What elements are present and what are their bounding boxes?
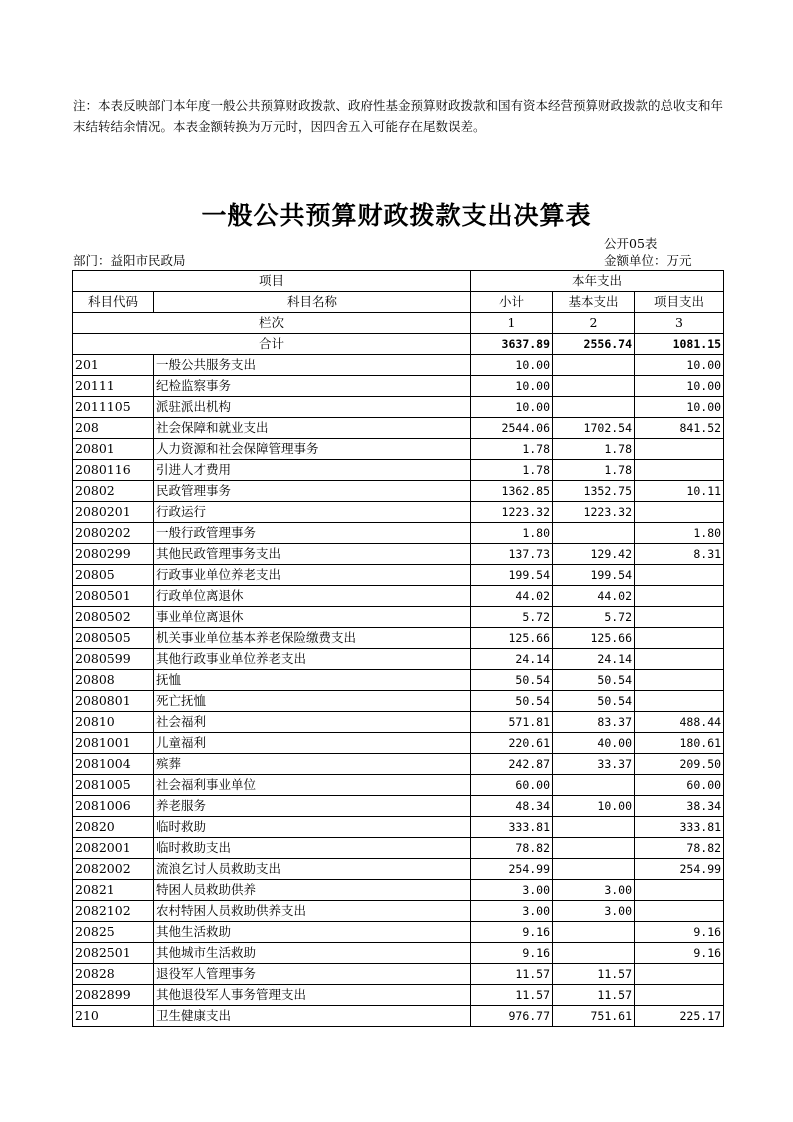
- row-item: 1.80: [635, 523, 724, 544]
- row-basic: 1223.32: [553, 502, 635, 523]
- row-subtotal: 10.00: [471, 397, 553, 418]
- table-row: [73, 880, 724, 901]
- row-item: [635, 964, 724, 985]
- row-name: 临时救助: [154, 817, 471, 838]
- row-basic: 40.00: [553, 733, 635, 754]
- row-name: 人力资源和社会保障管理事务: [154, 439, 471, 460]
- total-item: 1081.15: [635, 334, 724, 355]
- row-name: 流浪乞讨人员救助支出: [154, 859, 471, 880]
- row-basic: 5.72: [553, 607, 635, 628]
- table-row: [73, 775, 724, 796]
- column-index-3: 3: [635, 313, 724, 334]
- row-subtotal: 9.16: [471, 922, 553, 943]
- row-code: 2080505: [73, 628, 154, 649]
- row-item: 333.81: [635, 817, 724, 838]
- row-name: 其他行政事业单位养老支出: [154, 649, 471, 670]
- row-basic: 199.54: [553, 565, 635, 586]
- table-row: [73, 838, 724, 859]
- row-basic: 129.42: [553, 544, 635, 565]
- row-basic: 751.61: [553, 1006, 635, 1027]
- row-code: 2081005: [73, 775, 154, 796]
- row-basic: 11.57: [553, 964, 635, 985]
- row-name: 一般行政管理事务: [154, 523, 471, 544]
- row-item: [635, 565, 724, 586]
- row-basic: 3.00: [553, 880, 635, 901]
- header-name: 科目名称: [154, 292, 471, 313]
- row-basic: 1.78: [553, 460, 635, 481]
- row-code: 20111: [73, 376, 154, 397]
- row-name: 行政事业单位养老支出: [154, 565, 471, 586]
- row-code: 20810: [73, 712, 154, 733]
- column-index-1: 1: [471, 313, 553, 334]
- row-item: [635, 460, 724, 481]
- table-row: [73, 922, 724, 943]
- row-basic: [553, 922, 635, 943]
- row-basic: 83.37: [553, 712, 635, 733]
- row-name: 民政管理事务: [154, 481, 471, 502]
- row-item: 180.61: [635, 733, 724, 754]
- row-item: 841.52: [635, 418, 724, 439]
- row-name: 临时救助支出: [154, 838, 471, 859]
- row-basic: 44.02: [553, 586, 635, 607]
- expenditure-table: [72, 270, 724, 1027]
- row-item: [635, 439, 724, 460]
- row-code: 2082899: [73, 985, 154, 1006]
- row-name: 退役军人管理事务: [154, 964, 471, 985]
- row-name: 纪检监察事务: [154, 376, 471, 397]
- row-code: 2080299: [73, 544, 154, 565]
- table-row: [73, 355, 724, 376]
- row-subtotal: 976.77: [471, 1006, 553, 1027]
- table-row: [73, 901, 724, 922]
- table-row: [73, 859, 724, 880]
- table-row: [73, 376, 724, 397]
- row-code: 20802: [73, 481, 154, 502]
- row-name: 派驻派出机构: [154, 397, 471, 418]
- row-basic: 3.00: [553, 901, 635, 922]
- row-basic: 24.14: [553, 649, 635, 670]
- row-item: 488.44: [635, 712, 724, 733]
- total-basic: 2556.74: [553, 334, 635, 355]
- row-name: 抚恤: [154, 670, 471, 691]
- row-code: 210: [73, 1006, 154, 1027]
- row-code: 20821: [73, 880, 154, 901]
- row-subtotal: 3.00: [471, 901, 553, 922]
- row-code: 20805: [73, 565, 154, 586]
- table-row: [73, 502, 724, 523]
- table-row: [73, 754, 724, 775]
- row-name: 死亡抚恤: [154, 691, 471, 712]
- row-name: 其他城市生活救助: [154, 943, 471, 964]
- row-basic: 1702.54: [553, 418, 635, 439]
- table-row: [73, 586, 724, 607]
- row-subtotal: 78.82: [471, 838, 553, 859]
- table-row: [73, 670, 724, 691]
- header-code: 科目代码: [73, 292, 154, 313]
- row-item: [635, 670, 724, 691]
- table-row: [73, 397, 724, 418]
- header-basic: 基本支出: [553, 292, 635, 313]
- table-row: [73, 607, 724, 628]
- department-label: 部门：益阳市民政局: [73, 253, 186, 268]
- table-row: [73, 796, 724, 817]
- row-subtotal: 3.00: [471, 880, 553, 901]
- row-item: 9.16: [635, 922, 724, 943]
- column-index-2: 2: [553, 313, 635, 334]
- row-item: [635, 691, 724, 712]
- table-row: [73, 817, 724, 838]
- row-code: 20808: [73, 670, 154, 691]
- row-item: [635, 607, 724, 628]
- row-code: 2082002: [73, 859, 154, 880]
- row-subtotal: 50.54: [471, 691, 553, 712]
- row-code: 2011105: [73, 397, 154, 418]
- row-subtotal: 11.57: [471, 985, 553, 1006]
- row-basic: 1352.75: [553, 481, 635, 502]
- row-name: 特困人员救助供养: [154, 880, 471, 901]
- row-code: 208: [73, 418, 154, 439]
- row-basic: 1.78: [553, 439, 635, 460]
- row-basic: 50.54: [553, 670, 635, 691]
- table-row: [73, 985, 724, 1006]
- amount-unit-label: 金额单位：万元: [604, 253, 692, 268]
- row-code: 20801: [73, 439, 154, 460]
- table-row: [73, 649, 724, 670]
- row-code: 201: [73, 355, 154, 376]
- table-title: 一般公共预算财政拨款支出决算表: [201, 201, 592, 230]
- row-basic: [553, 397, 635, 418]
- table-row: [73, 523, 724, 544]
- row-subtotal: 1.80: [471, 523, 553, 544]
- table-row: [73, 460, 724, 481]
- table-row: [73, 712, 724, 733]
- row-basic: 33.37: [553, 754, 635, 775]
- row-item: 10.00: [635, 355, 724, 376]
- row-item: [635, 586, 724, 607]
- header-project: 项目: [73, 271, 471, 292]
- form-number: 公开05表: [604, 236, 658, 251]
- row-name: 农村特困人员救助供养支出: [154, 901, 471, 922]
- column-index-label: 栏次: [73, 313, 471, 334]
- table-row: [73, 628, 724, 649]
- row-subtotal: 254.99: [471, 859, 553, 880]
- row-code: 2080116: [73, 460, 154, 481]
- row-item: [635, 901, 724, 922]
- row-item: 38.34: [635, 796, 724, 817]
- row-subtotal: 137.73: [471, 544, 553, 565]
- header-item: 项目支出: [635, 292, 724, 313]
- row-code: 2082102: [73, 901, 154, 922]
- row-subtotal: 242.87: [471, 754, 553, 775]
- row-subtotal: 333.81: [471, 817, 553, 838]
- row-subtotal: 10.00: [471, 376, 553, 397]
- row-name: 养老服务: [154, 796, 471, 817]
- row-code: 2082501: [73, 943, 154, 964]
- row-name: 一般公共服务支出: [154, 355, 471, 376]
- row-subtotal: 44.02: [471, 586, 553, 607]
- row-item: [635, 628, 724, 649]
- row-subtotal: 10.00: [471, 355, 553, 376]
- table-row: [73, 1006, 724, 1027]
- row-code: 2082001: [73, 838, 154, 859]
- table-row: [73, 439, 724, 460]
- column-index-row: [73, 313, 724, 334]
- table-row: [73, 691, 724, 712]
- table-row: [73, 481, 724, 502]
- row-name: 其他生活救助: [154, 922, 471, 943]
- table-row: [73, 544, 724, 565]
- row-subtotal: 125.66: [471, 628, 553, 649]
- row-code: 20828: [73, 964, 154, 985]
- row-subtotal: 24.14: [471, 649, 553, 670]
- row-code: 2081001: [73, 733, 154, 754]
- row-basic: [553, 523, 635, 544]
- row-item: 209.50: [635, 754, 724, 775]
- row-item: [635, 649, 724, 670]
- total-row: [73, 334, 724, 355]
- row-subtotal: 1362.85: [471, 481, 553, 502]
- row-name: 引进人才费用: [154, 460, 471, 481]
- table-row: [73, 943, 724, 964]
- row-item: 225.17: [635, 1006, 724, 1027]
- header-row-1: [73, 271, 724, 292]
- row-name: 卫生健康支出: [154, 1006, 471, 1027]
- row-code: 20825: [73, 922, 154, 943]
- row-item: 10.00: [635, 397, 724, 418]
- footnote: 注：本表反映部门本年度一般公共预算财政拨款、政府性基金预算财政拨款和国有资本经营预算财政拨款的总收支和年末结转结余情况。本表金额转换为万元时，因四舍五入可能存在尾数误差。: [73, 98, 724, 134]
- row-basic: [553, 775, 635, 796]
- row-subtotal: 220.61: [471, 733, 553, 754]
- table-row: [73, 418, 724, 439]
- row-name: 事业单位离退休: [154, 607, 471, 628]
- row-code: 2080599: [73, 649, 154, 670]
- row-code: 2080201: [73, 502, 154, 523]
- row-subtotal: 60.00: [471, 775, 553, 796]
- row-name: 其他退役军人事务管理支出: [154, 985, 471, 1006]
- row-basic: 125.66: [553, 628, 635, 649]
- row-name: 社会福利事业单位: [154, 775, 471, 796]
- row-subtotal: 11.57: [471, 964, 553, 985]
- row-code: 2081006: [73, 796, 154, 817]
- row-subtotal: 1223.32: [471, 502, 553, 523]
- row-subtotal: 1.78: [471, 439, 553, 460]
- row-code: 2080801: [73, 691, 154, 712]
- row-name: 机关事业单位基本养老保险缴费支出: [154, 628, 471, 649]
- row-subtotal: 199.54: [471, 565, 553, 586]
- row-item: 10.11: [635, 481, 724, 502]
- row-subtotal: 2544.06: [471, 418, 553, 439]
- row-subtotal: 9.16: [471, 943, 553, 964]
- row-name: 其他民政管理事务支出: [154, 544, 471, 565]
- row-basic: [553, 838, 635, 859]
- row-item: 9.16: [635, 943, 724, 964]
- row-item: 78.82: [635, 838, 724, 859]
- total-label: 合计: [73, 334, 471, 355]
- row-name: 殡葬: [154, 754, 471, 775]
- row-subtotal: 50.54: [471, 670, 553, 691]
- row-item: 10.00: [635, 376, 724, 397]
- row-item: 60.00: [635, 775, 724, 796]
- row-subtotal: 1.78: [471, 460, 553, 481]
- row-name: 行政运行: [154, 502, 471, 523]
- row-name: 儿童福利: [154, 733, 471, 754]
- row-name: 行政单位离退休: [154, 586, 471, 607]
- table-body: [73, 355, 724, 1027]
- row-basic: [553, 355, 635, 376]
- row-name: 社会保障和就业支出: [154, 418, 471, 439]
- row-basic: [553, 376, 635, 397]
- row-basic: 10.00: [553, 796, 635, 817]
- row-basic: [553, 817, 635, 838]
- total-subtotal: 3637.89: [471, 334, 553, 355]
- row-basic: 50.54: [553, 691, 635, 712]
- row-item: 254.99: [635, 859, 724, 880]
- table-row: [73, 733, 724, 754]
- header-subtotal: 小计: [471, 292, 553, 313]
- row-code: 20820: [73, 817, 154, 838]
- header-row-2: [73, 292, 724, 313]
- row-item: [635, 502, 724, 523]
- row-item: [635, 880, 724, 901]
- row-item: [635, 985, 724, 1006]
- row-code: 2080502: [73, 607, 154, 628]
- table-row: [73, 565, 724, 586]
- row-subtotal: 48.34: [471, 796, 553, 817]
- row-code: 2080202: [73, 523, 154, 544]
- row-basic: [553, 943, 635, 964]
- row-subtotal: 5.72: [471, 607, 553, 628]
- row-subtotal: 571.81: [471, 712, 553, 733]
- row-code: 2081004: [73, 754, 154, 775]
- row-basic: [553, 859, 635, 880]
- row-code: 2080501: [73, 586, 154, 607]
- header-year-expense: 本年支出: [471, 271, 724, 292]
- row-item: 8.31: [635, 544, 724, 565]
- table-row: [73, 964, 724, 985]
- row-basic: 11.57: [553, 985, 635, 1006]
- row-name: 社会福利: [154, 712, 471, 733]
